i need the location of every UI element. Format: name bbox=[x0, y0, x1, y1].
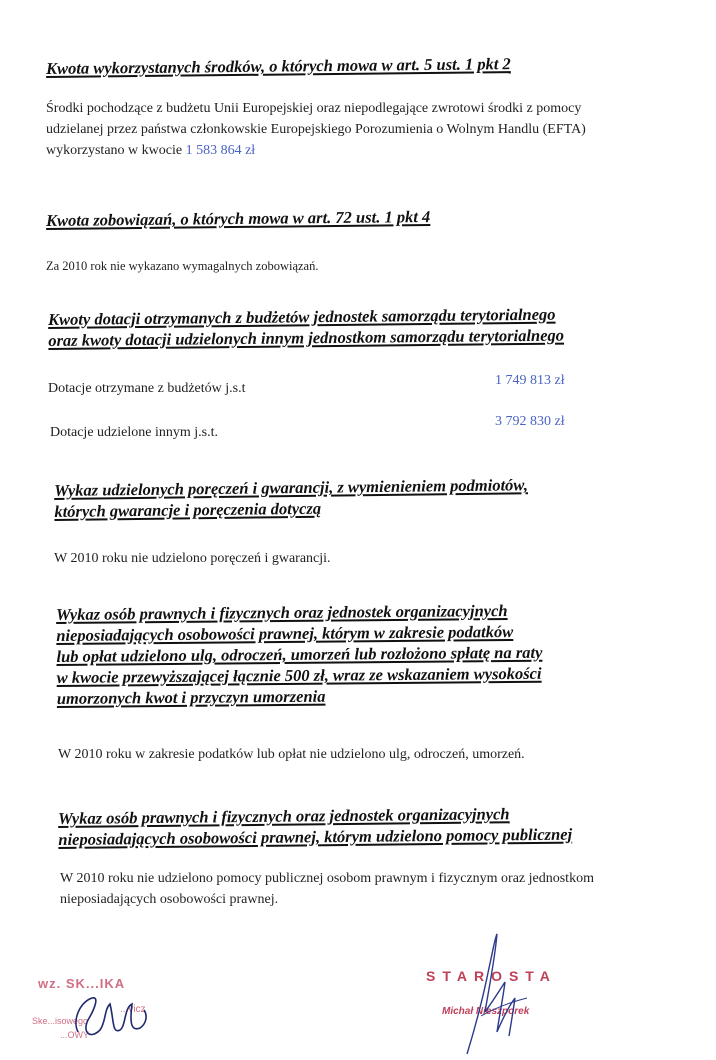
section4-text: W 2010 roku nie udzielono poręczeń i gwarancji. bbox=[54, 551, 331, 566]
section5-heading-line4: w kwocie przewyższającej łącznie 500 zł, wraz ze wskazaniem wysokości bbox=[56, 663, 542, 687]
section4-heading bbox=[54, 474, 528, 522]
section3-heading bbox=[48, 304, 564, 351]
starosta-name: Michał Nieszporek bbox=[442, 1006, 530, 1017]
section3-heading-line2: oraz kwoty dotacji udzielonych innym jednostkom samorządu terytorialnego bbox=[48, 325, 565, 350]
section1-text bbox=[46, 98, 586, 161]
section5-heading-line1: Wykaz osób prawnych i fizycznych oraz jednostek organizacyjnych bbox=[56, 601, 508, 624]
dotacje-udzielone-value: 3 792 830 zł bbox=[495, 414, 565, 429]
dotacje-udzielone-label: Dotacje udzielone innym j.s.t. bbox=[50, 425, 218, 440]
section2-heading: Kwota zobowiązań, o których mowa w art. 72 ust. 1 pkt 4 bbox=[46, 206, 431, 230]
left-signature bbox=[70, 980, 160, 1050]
section1-amount: 1 583 864 zł bbox=[185, 143, 256, 158]
section4-heading-line1: Wykaz udzielonych poręczeń i gwarancji, z wymienieniem podmiotów, bbox=[54, 475, 528, 500]
section5-heading-line2: nieposiadających osobowości prawnej, którym w zakresie podatków bbox=[56, 622, 514, 645]
section1-line2: udzielanej przez państwa członkowskie Europejskiego Porozumienia o Wolnym Handlu (EFTA) bbox=[46, 122, 586, 137]
section2-text: Za 2010 rok nie wykazano wymagalnych zobowiązań. bbox=[46, 259, 319, 273]
section1-heading: Kwota wykorzystanych środków, o których mowa w art. 5 ust. 1 pkt 2 bbox=[46, 54, 511, 78]
left-stamp-line2: ...vicz bbox=[120, 1004, 146, 1015]
starosta-title: STAROSTA bbox=[426, 968, 557, 984]
section5-heading-line3: lub opłat udzielono ulg, odroczeń, umorzeń lub rozłożono spłatę na raty bbox=[56, 642, 543, 666]
dotacje-otrzymane-label: Dotacje otrzymane z budżetów j.s.t bbox=[48, 381, 246, 396]
section6-heading-line1: Wykaz osób prawnych i fizycznych oraz jednostek organizacyjnych bbox=[58, 804, 510, 828]
section1-line3-prefix: wykorzystano w kwocie bbox=[46, 143, 186, 158]
section4-heading-line2: których gwarancje i poręczenia dotyczą bbox=[54, 498, 322, 521]
left-stamp-line4: ...OWY bbox=[60, 1030, 89, 1040]
section1-line1: Środki pochodzące z budżetu Unii Europejskiej oraz niepodlegające zwrotowi środki z pomocy bbox=[46, 101, 582, 116]
left-stamp-line1: wz. SK...IKA bbox=[38, 976, 126, 991]
left-stamp-line3: Ske...isowego bbox=[32, 1016, 89, 1026]
section6-heading-line2: nieposiadających osobowości prawnej, którym udzielono pomocy publicznej bbox=[58, 824, 573, 849]
section6-text bbox=[60, 868, 594, 910]
dotacje-otrzymane-value: 1 749 813 zł bbox=[495, 373, 565, 388]
section6-line1: W 2010 roku nie udzielono pomocy publicznej osobom prawnym i fizycznym oraz jednostkom bbox=[60, 871, 594, 886]
section6-line2: nieposiadających osobowości prawnej. bbox=[60, 892, 279, 907]
section5-heading-line5: umorzonych kwot i przyczyn umorzenia bbox=[56, 686, 326, 708]
section5-heading bbox=[56, 600, 543, 709]
section5-text: W 2010 roku w zakresie podatków lub opłat nie udzielono ulg, odroczeń, umorzeń. bbox=[58, 747, 525, 762]
starosta-signature bbox=[455, 928, 545, 1060]
section6-heading bbox=[58, 803, 572, 850]
section3-heading-line1: Kwoty dotacji otrzymanych z budżetów jednostek samorządu terytorialnego bbox=[48, 304, 556, 329]
